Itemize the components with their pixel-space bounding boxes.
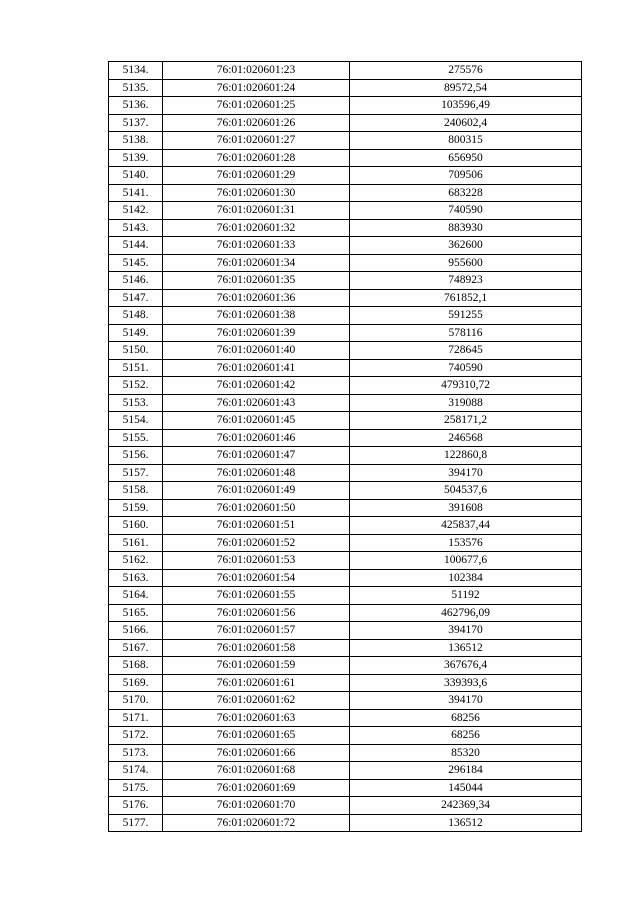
- table-row: [109, 254, 582, 272]
- table-body: [109, 62, 582, 832]
- value-cell: 102384: [350, 569, 582, 587]
- table-row: [109, 622, 582, 640]
- value-cell: 462796,09: [350, 604, 582, 622]
- value-cell: 740590: [350, 359, 582, 377]
- value-cell: 394170: [350, 464, 582, 482]
- row-number-cell: 5169.: [109, 674, 163, 692]
- table-row: [109, 552, 582, 570]
- cadastral-number-cell: 76:01:020601:31: [163, 202, 350, 220]
- cadastral-number-cell: 76:01:020601:35: [163, 272, 350, 290]
- cadastral-number-cell: 76:01:020601:46: [163, 429, 350, 447]
- value-cell: 391608: [350, 499, 582, 517]
- cadastral-number-cell: 76:01:020601:50: [163, 499, 350, 517]
- row-number-cell: 5150.: [109, 342, 163, 360]
- table-row: [109, 359, 582, 377]
- table-row: [109, 324, 582, 342]
- cadastral-number-cell: 76:01:020601:33: [163, 237, 350, 255]
- table-row: [109, 657, 582, 675]
- row-number-cell: 5156.: [109, 447, 163, 465]
- cadastral-number-cell: 76:01:020601:70: [163, 797, 350, 815]
- row-number-cell: 5142.: [109, 202, 163, 220]
- cadastral-number-cell: 76:01:020601:66: [163, 744, 350, 762]
- table-row: [109, 79, 582, 97]
- value-cell: 240602,4: [350, 114, 582, 132]
- value-cell: 761852,1: [350, 289, 582, 307]
- table-row: [109, 202, 582, 220]
- table-row: [109, 307, 582, 325]
- table-row: [109, 429, 582, 447]
- row-number-cell: 5177.: [109, 814, 163, 832]
- cadastral-number-cell: 76:01:020601:56: [163, 604, 350, 622]
- cadastral-number-cell: 76:01:020601:69: [163, 779, 350, 797]
- value-cell: 100677,6: [350, 552, 582, 570]
- table-row: [109, 604, 582, 622]
- row-number-cell: 5170.: [109, 692, 163, 710]
- cadastral-number-cell: 76:01:020601:61: [163, 674, 350, 692]
- cadastral-number-cell: 76:01:020601:40: [163, 342, 350, 360]
- table-row: [109, 639, 582, 657]
- cadastral-number-cell: 76:01:020601:43: [163, 394, 350, 412]
- cadastral-number-cell: 76:01:020601:25: [163, 97, 350, 115]
- row-number-cell: 5145.: [109, 254, 163, 272]
- cadastral-number-cell: 76:01:020601:55: [163, 587, 350, 605]
- table-row: [109, 727, 582, 745]
- cadastral-number-cell: 76:01:020601:38: [163, 307, 350, 325]
- row-number-cell: 5141.: [109, 184, 163, 202]
- cadastral-number-cell: 76:01:020601:24: [163, 79, 350, 97]
- table-row: [109, 219, 582, 237]
- value-cell: 955600: [350, 254, 582, 272]
- row-number-cell: 5157.: [109, 464, 163, 482]
- table-row: [109, 289, 582, 307]
- row-number-cell: 5161.: [109, 534, 163, 552]
- value-cell: 145044: [350, 779, 582, 797]
- cadastral-number-cell: 76:01:020601:72: [163, 814, 350, 832]
- table-row: [109, 779, 582, 797]
- cadastral-number-cell: 76:01:020601:54: [163, 569, 350, 587]
- value-cell: 136512: [350, 639, 582, 657]
- table-row: [109, 534, 582, 552]
- cadastral-number-cell: 76:01:020601:23: [163, 62, 350, 80]
- row-number-cell: 5168.: [109, 657, 163, 675]
- value-cell: 242369,34: [350, 797, 582, 815]
- table-row: [109, 377, 582, 395]
- value-cell: 591255: [350, 307, 582, 325]
- row-number-cell: 5140.: [109, 167, 163, 185]
- cadastral-number-cell: 76:01:020601:47: [163, 447, 350, 465]
- row-number-cell: 5165.: [109, 604, 163, 622]
- cadastral-number-cell: 76:01:020601:36: [163, 289, 350, 307]
- row-number-cell: 5163.: [109, 569, 163, 587]
- value-cell: 362600: [350, 237, 582, 255]
- cadastral-number-cell: 76:01:020601:62: [163, 692, 350, 710]
- value-cell: 122860,8: [350, 447, 582, 465]
- cadastral-number-cell: 76:01:020601:57: [163, 622, 350, 640]
- table-row: [109, 184, 582, 202]
- table-row: [109, 132, 582, 150]
- row-number-cell: 5167.: [109, 639, 163, 657]
- row-number-cell: 5143.: [109, 219, 163, 237]
- cadastral-number-cell: 76:01:020601:26: [163, 114, 350, 132]
- value-cell: 683228: [350, 184, 582, 202]
- cadastral-number-cell: 76:01:020601:32: [163, 219, 350, 237]
- value-cell: 394170: [350, 622, 582, 640]
- value-cell: 258171,2: [350, 412, 582, 430]
- value-cell: 319088: [350, 394, 582, 412]
- value-cell: 153576: [350, 534, 582, 552]
- table-row: [109, 692, 582, 710]
- cadastral-number-cell: 76:01:020601:42: [163, 377, 350, 395]
- cadastral-number-cell: 76:01:020601:29: [163, 167, 350, 185]
- table-row: [109, 114, 582, 132]
- value-cell: 748923: [350, 272, 582, 290]
- row-number-cell: 5135.: [109, 79, 163, 97]
- table-row: [109, 464, 582, 482]
- value-cell: 425837,44: [350, 517, 582, 535]
- value-cell: 800315: [350, 132, 582, 150]
- row-number-cell: 5162.: [109, 552, 163, 570]
- row-number-cell: 5139.: [109, 149, 163, 167]
- value-cell: 296184: [350, 762, 582, 780]
- table-row: [109, 412, 582, 430]
- row-number-cell: 5148.: [109, 307, 163, 325]
- row-number-cell: 5158.: [109, 482, 163, 500]
- value-cell: 85320: [350, 744, 582, 762]
- table-row: [109, 237, 582, 255]
- cadastral-number-cell: 76:01:020601:52: [163, 534, 350, 552]
- table-row: [109, 797, 582, 815]
- value-cell: 68256: [350, 709, 582, 727]
- cadastral-value-table: [108, 61, 582, 832]
- cadastral-number-cell: 76:01:020601:27: [163, 132, 350, 150]
- table-row: [109, 272, 582, 290]
- row-number-cell: 5164.: [109, 587, 163, 605]
- table-row: [109, 709, 582, 727]
- row-number-cell: 5159.: [109, 499, 163, 517]
- table-row: [109, 814, 582, 832]
- cadastral-number-cell: 76:01:020601:30: [163, 184, 350, 202]
- cadastral-number-cell: 76:01:020601:34: [163, 254, 350, 272]
- value-cell: 246568: [350, 429, 582, 447]
- table-row: [109, 517, 582, 535]
- value-cell: 394170: [350, 692, 582, 710]
- cadastral-number-cell: 76:01:020601:68: [163, 762, 350, 780]
- cadastral-number-cell: 76:01:020601:39: [163, 324, 350, 342]
- row-number-cell: 5174.: [109, 762, 163, 780]
- table-row: [109, 97, 582, 115]
- value-cell: 367676,4: [350, 657, 582, 675]
- row-number-cell: 5155.: [109, 429, 163, 447]
- row-number-cell: 5176.: [109, 797, 163, 815]
- value-cell: 578116: [350, 324, 582, 342]
- value-cell: 740590: [350, 202, 582, 220]
- row-number-cell: 5171.: [109, 709, 163, 727]
- table-row: [109, 499, 582, 517]
- value-cell: 339393,6: [350, 674, 582, 692]
- row-number-cell: 5173.: [109, 744, 163, 762]
- table-row: [109, 167, 582, 185]
- table-row: [109, 62, 582, 80]
- row-number-cell: 5136.: [109, 97, 163, 115]
- row-number-cell: 5138.: [109, 132, 163, 150]
- table-row: [109, 482, 582, 500]
- value-cell: 709506: [350, 167, 582, 185]
- row-number-cell: 5137.: [109, 114, 163, 132]
- cadastral-number-cell: 76:01:020601:41: [163, 359, 350, 377]
- cadastral-number-cell: 76:01:020601:58: [163, 639, 350, 657]
- row-number-cell: 5144.: [109, 237, 163, 255]
- row-number-cell: 5154.: [109, 412, 163, 430]
- row-number-cell: 5147.: [109, 289, 163, 307]
- table-row: [109, 587, 582, 605]
- cadastral-number-cell: 76:01:020601:53: [163, 552, 350, 570]
- value-cell: 89572,54: [350, 79, 582, 97]
- cadastral-number-cell: 76:01:020601:28: [163, 149, 350, 167]
- table-row: [109, 762, 582, 780]
- table-row: [109, 447, 582, 465]
- value-cell: 275576: [350, 62, 582, 80]
- table-row: [109, 674, 582, 692]
- row-number-cell: 5153.: [109, 394, 163, 412]
- value-cell: 68256: [350, 727, 582, 745]
- value-cell: 728645: [350, 342, 582, 360]
- table-row: [109, 342, 582, 360]
- value-cell: 883930: [350, 219, 582, 237]
- cadastral-number-cell: 76:01:020601:63: [163, 709, 350, 727]
- value-cell: 504537,6: [350, 482, 582, 500]
- row-number-cell: 5160.: [109, 517, 163, 535]
- row-number-cell: 5134.: [109, 62, 163, 80]
- value-cell: 136512: [350, 814, 582, 832]
- row-number-cell: 5152.: [109, 377, 163, 395]
- row-number-cell: 5151.: [109, 359, 163, 377]
- value-cell: 51192: [350, 587, 582, 605]
- value-cell: 103596,49: [350, 97, 582, 115]
- row-number-cell: 5149.: [109, 324, 163, 342]
- table-row: [109, 744, 582, 762]
- row-number-cell: 5172.: [109, 727, 163, 745]
- cadastral-number-cell: 76:01:020601:51: [163, 517, 350, 535]
- row-number-cell: 5146.: [109, 272, 163, 290]
- table-row: [109, 149, 582, 167]
- cadastral-number-cell: 76:01:020601:59: [163, 657, 350, 675]
- table-row: [109, 394, 582, 412]
- row-number-cell: 5166.: [109, 622, 163, 640]
- cadastral-number-cell: 76:01:020601:45: [163, 412, 350, 430]
- cadastral-number-cell: 76:01:020601:65: [163, 727, 350, 745]
- cadastral-number-cell: 76:01:020601:49: [163, 482, 350, 500]
- row-number-cell: 5175.: [109, 779, 163, 797]
- table-row: [109, 569, 582, 587]
- cadastral-number-cell: 76:01:020601:48: [163, 464, 350, 482]
- value-cell: 656950: [350, 149, 582, 167]
- value-cell: 479310,72: [350, 377, 582, 395]
